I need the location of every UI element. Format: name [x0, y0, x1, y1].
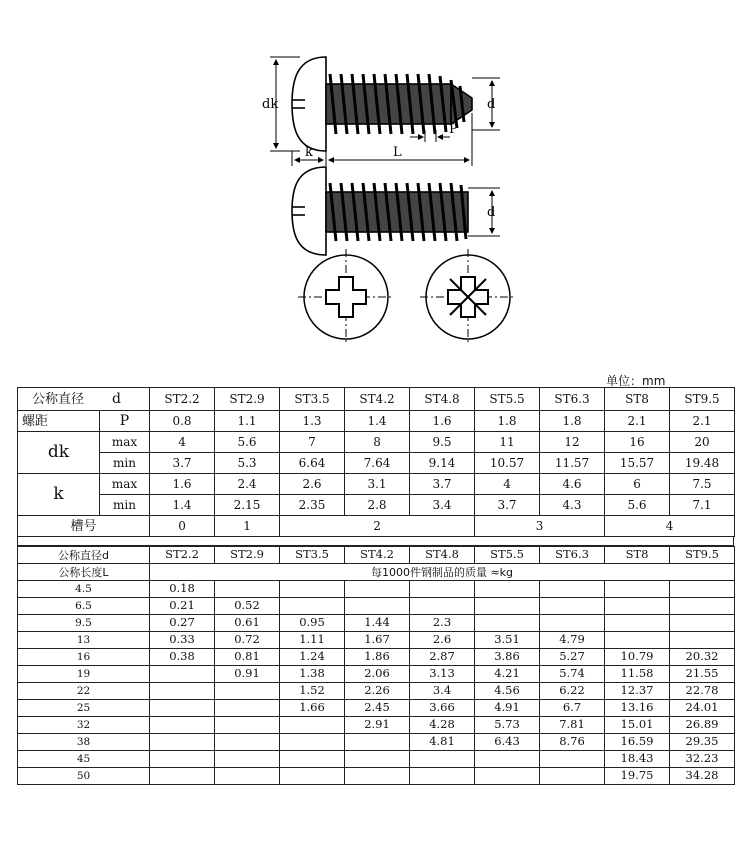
- table-cell: 6.64: [280, 453, 345, 474]
- mass-cell: [150, 683, 215, 700]
- table-cell: 11.57: [540, 453, 605, 474]
- mass-cell: 1.24: [280, 649, 345, 666]
- size-cell: ST9.5: [670, 388, 735, 411]
- length-cell: 22: [18, 683, 150, 700]
- table-cell: 2.6: [280, 474, 345, 495]
- table-cell: 10.57: [475, 453, 540, 474]
- size-cell: ST2.2: [150, 388, 215, 411]
- mass-cell: [475, 615, 540, 632]
- mass-cell: [215, 751, 280, 768]
- table-cell: 5.6: [605, 495, 670, 516]
- k-label: k: [305, 145, 313, 160]
- table-cell: 9.5: [410, 432, 475, 453]
- table-cell: 7.1: [670, 495, 735, 516]
- pitch-symbol: P: [100, 411, 150, 432]
- table-cell: 9.14: [410, 453, 475, 474]
- length-cell: 13: [18, 632, 150, 649]
- table-cell: 3.4: [410, 495, 475, 516]
- size-cell: ST2.9: [215, 547, 280, 564]
- nominal-length-l-header: 公称长度L: [18, 564, 150, 581]
- mass-cell: 4.91: [475, 700, 540, 717]
- mass-cell: 6.7: [540, 700, 605, 717]
- dk-min-row: [18, 453, 735, 474]
- slot-label: 槽号: [18, 516, 150, 537]
- size-cell: ST3.5: [280, 547, 345, 564]
- mass-cell: [280, 598, 345, 615]
- pitch-label: 螺距: [18, 411, 100, 432]
- mass-cell: [215, 700, 280, 717]
- mass-cell: 0.52: [215, 598, 280, 615]
- mass-cell: [540, 581, 605, 598]
- table-row: [18, 598, 735, 615]
- mass-cell: 11.58: [605, 666, 670, 683]
- pitch-row: [18, 411, 735, 432]
- table-cell: 0: [150, 516, 215, 537]
- mass-cell: 4.81: [410, 734, 475, 751]
- table-cell: 3.7: [150, 453, 215, 474]
- dk-row-label: dk: [18, 432, 100, 474]
- mass-cell: 0.33: [150, 632, 215, 649]
- mass-cell: [345, 768, 410, 785]
- table-cell: 16: [605, 432, 670, 453]
- mass-cell: 2.87: [410, 649, 475, 666]
- mass-cell: 18.43: [605, 751, 670, 768]
- table-cell: 0.8: [150, 411, 215, 432]
- mass-cell: 32.23: [670, 751, 735, 768]
- mass-cell: 3.51: [475, 632, 540, 649]
- mass-cell: 4.79: [540, 632, 605, 649]
- mass-cell: [475, 598, 540, 615]
- table-row: [18, 632, 735, 649]
- size-cell: ST2.9: [215, 388, 280, 411]
- mass-cell: 26.89: [670, 717, 735, 734]
- dimension-table: [17, 387, 735, 537]
- mass-cell: 10.79: [605, 649, 670, 666]
- mass-cell: [540, 598, 605, 615]
- length-cell: 25: [18, 700, 150, 717]
- mass-cell: 5.27: [540, 649, 605, 666]
- mass-cell: [345, 751, 410, 768]
- mass-cell: [540, 615, 605, 632]
- mass-cell: [410, 751, 475, 768]
- table-cell: 4: [475, 474, 540, 495]
- mass-cell: 6.22: [540, 683, 605, 700]
- mass-cell: 34.28: [670, 768, 735, 785]
- l-label: L: [393, 145, 402, 160]
- mass-cell: 13.16: [605, 700, 670, 717]
- table-cell: 1.6: [150, 474, 215, 495]
- mass-cell: 2.45: [345, 700, 410, 717]
- mass-cell: [215, 734, 280, 751]
- table-cell: 11: [475, 432, 540, 453]
- table-cell: 2.8: [345, 495, 410, 516]
- mass-cell: 4.28: [410, 717, 475, 734]
- mass-cell: [410, 768, 475, 785]
- mass-cell: 22.78: [670, 683, 735, 700]
- table-row: [18, 751, 735, 768]
- mass-cell: [475, 751, 540, 768]
- mass-cell: [215, 768, 280, 785]
- mass-cell: 0.38: [150, 649, 215, 666]
- mass-cell: [150, 666, 215, 683]
- mass-cell: [605, 632, 670, 649]
- size-cell: ST4.8: [410, 388, 475, 411]
- mass-caption-row: [18, 564, 735, 581]
- pozidriv-head-icon: [420, 249, 516, 345]
- table-row: [18, 734, 735, 751]
- mass-cell: 1.86: [345, 649, 410, 666]
- screw-diagram: [0, 0, 750, 372]
- length-cell: 9.5: [18, 615, 150, 632]
- mass-cell: [670, 632, 735, 649]
- min-label: min: [100, 495, 150, 516]
- mass-cell: [280, 734, 345, 751]
- mass-cell: [280, 768, 345, 785]
- table-row: [18, 700, 735, 717]
- mass-cell: [670, 581, 735, 598]
- size-cell: ST8: [605, 547, 670, 564]
- mass-cell: 1.44: [345, 615, 410, 632]
- table-cell: 1.4: [345, 411, 410, 432]
- mass-cell: [345, 581, 410, 598]
- mass-cell: [215, 683, 280, 700]
- mass-cell: [605, 615, 670, 632]
- mass-cell: 1.11: [280, 632, 345, 649]
- mass-cell: 8.76: [540, 734, 605, 751]
- mass-cell: [605, 598, 670, 615]
- table-cell: 3: [475, 516, 605, 537]
- mass-cell: [280, 581, 345, 598]
- mass-cell: 2.91: [345, 717, 410, 734]
- mass-cell: [280, 751, 345, 768]
- k-row-label: k: [18, 474, 100, 516]
- p-label: P: [449, 122, 458, 137]
- table-cell: 1: [215, 516, 280, 537]
- d-label-1: d: [487, 97, 496, 112]
- mass-cell: 16.59: [605, 734, 670, 751]
- mass-cell: 1.67: [345, 632, 410, 649]
- mass-cell: [215, 717, 280, 734]
- mass-cell: 20.32: [670, 649, 735, 666]
- size-cell: ST9.5: [670, 547, 735, 564]
- mass-cell: 12.37: [605, 683, 670, 700]
- dk-max-row: [18, 432, 735, 453]
- table-cell: 3.7: [410, 474, 475, 495]
- size-header-row: [18, 388, 735, 411]
- mass-cell: 6.43: [475, 734, 540, 751]
- max-label: max: [100, 432, 150, 453]
- table-cell: 3.7: [475, 495, 540, 516]
- length-cell: 45: [18, 751, 150, 768]
- mass-cell: [540, 768, 605, 785]
- mass-cell: 5.74: [540, 666, 605, 683]
- table-row: [18, 649, 735, 666]
- table-cell: 5.6: [215, 432, 280, 453]
- table-cell: 6: [605, 474, 670, 495]
- mass-table: [17, 546, 735, 785]
- table-cell: 1.1: [215, 411, 280, 432]
- table-cell: 4.6: [540, 474, 605, 495]
- size-cell: ST4.2: [345, 388, 410, 411]
- mass-cell: 2.06: [345, 666, 410, 683]
- mass-cell: [150, 717, 215, 734]
- slot-row: [18, 516, 735, 537]
- length-cell: 32: [18, 717, 150, 734]
- table-row: [18, 717, 735, 734]
- length-cell: 19: [18, 666, 150, 683]
- mass-cell: [670, 615, 735, 632]
- mass-cell: [540, 751, 605, 768]
- table-cell: 4: [605, 516, 735, 537]
- nominal-diameter-d-header: 公称直径d: [18, 547, 150, 564]
- size-cell: ST6.3: [540, 388, 605, 411]
- mass-cell: [345, 734, 410, 751]
- k-min-row: [18, 495, 735, 516]
- table-cell: 1.3: [280, 411, 345, 432]
- unit-label: 单位：mm: [606, 374, 666, 388]
- mass-cell: 0.91: [215, 666, 280, 683]
- table-separator: [17, 537, 734, 546]
- size-cell: ST5.5: [475, 388, 540, 411]
- table-cell: 2.1: [670, 411, 735, 432]
- mass-cell: [150, 734, 215, 751]
- mass-header-row: [18, 547, 735, 564]
- mass-cell: [605, 581, 670, 598]
- mass-cell: 3.13: [410, 666, 475, 683]
- size-cell: ST5.5: [475, 547, 540, 564]
- mass-cell: [475, 581, 540, 598]
- size-cell: ST4.8: [410, 547, 475, 564]
- mass-cell: [410, 581, 475, 598]
- mass-cell: 24.01: [670, 700, 735, 717]
- mass-caption: 每1000件钢制品的质量 ≈kg: [150, 564, 735, 581]
- table-cell: 2.35: [280, 495, 345, 516]
- phillips-head-icon: [298, 249, 394, 345]
- length-cell: 50: [18, 768, 150, 785]
- mass-cell: 0.18: [150, 581, 215, 598]
- mass-cell: 4.56: [475, 683, 540, 700]
- table-cell: 2.4: [215, 474, 280, 495]
- length-cell: 4.5: [18, 581, 150, 598]
- size-cell: ST8: [605, 388, 670, 411]
- mass-cell: [150, 751, 215, 768]
- mass-cell: 3.66: [410, 700, 475, 717]
- mass-cell: 0.95: [280, 615, 345, 632]
- table-cell: 2: [280, 516, 475, 537]
- size-cell: ST6.3: [540, 547, 605, 564]
- size-cell: ST2.2: [150, 547, 215, 564]
- table-cell: 7.64: [345, 453, 410, 474]
- mass-cell: [150, 700, 215, 717]
- mass-cell: 0.27: [150, 615, 215, 632]
- table-cell: 1.6: [410, 411, 475, 432]
- table-row: [18, 666, 735, 683]
- size-cell: ST4.2: [345, 547, 410, 564]
- table-cell: 15.57: [605, 453, 670, 474]
- table-cell: 4: [150, 432, 215, 453]
- mass-cell: 21.55: [670, 666, 735, 683]
- mass-cell: 3.86: [475, 649, 540, 666]
- table-cell: 1.8: [475, 411, 540, 432]
- table-cell: 4.3: [540, 495, 605, 516]
- mass-cell: [410, 598, 475, 615]
- table-cell: 20: [670, 432, 735, 453]
- table-cell: 3.1: [345, 474, 410, 495]
- mass-cell: 1.66: [280, 700, 345, 717]
- mass-cell: 2.26: [345, 683, 410, 700]
- mass-cell: 1.38: [280, 666, 345, 683]
- length-cell: 16: [18, 649, 150, 666]
- d-label-2: d: [487, 205, 496, 220]
- table-cell: 12: [540, 432, 605, 453]
- size-cell: ST3.5: [280, 388, 345, 411]
- table-cell: 7.5: [670, 474, 735, 495]
- dk-label: dk: [262, 97, 279, 112]
- table-cell: 1.8: [540, 411, 605, 432]
- mass-cell: 4.21: [475, 666, 540, 683]
- mass-cell: 29.35: [670, 734, 735, 751]
- table-cell: 2.1: [605, 411, 670, 432]
- table-row: [18, 683, 735, 700]
- mass-cell: [150, 768, 215, 785]
- table-row: [18, 768, 735, 785]
- length-cell: 6.5: [18, 598, 150, 615]
- length-cell: 38: [18, 734, 150, 751]
- k-max-row: [18, 474, 735, 495]
- table-row: [18, 581, 735, 598]
- mass-cell: [475, 768, 540, 785]
- table-cell: 1.4: [150, 495, 215, 516]
- table-row: [18, 615, 735, 632]
- max-label: max: [100, 474, 150, 495]
- mass-cell: 0.72: [215, 632, 280, 649]
- mass-cell: [280, 717, 345, 734]
- mass-cell: 5.73: [475, 717, 540, 734]
- table-cell: 7: [280, 432, 345, 453]
- mass-cell: [670, 598, 735, 615]
- mass-cell: 3.4: [410, 683, 475, 700]
- mass-cell: 2.6: [410, 632, 475, 649]
- mass-cell: 0.61: [215, 615, 280, 632]
- mass-cell: [345, 598, 410, 615]
- mass-cell: 1.52: [280, 683, 345, 700]
- table-cell: 5.3: [215, 453, 280, 474]
- mass-cell: [215, 581, 280, 598]
- table-cell: 8: [345, 432, 410, 453]
- mass-cell: 7.81: [540, 717, 605, 734]
- nominal-diameter-header: 公称直径 d: [18, 388, 150, 411]
- table-cell: 19.48: [670, 453, 735, 474]
- mass-cell: 2.3: [410, 615, 475, 632]
- mass-cell: 15.01: [605, 717, 670, 734]
- mass-cell: 0.21: [150, 598, 215, 615]
- min-label: min: [100, 453, 150, 474]
- table-cell: 2.15: [215, 495, 280, 516]
- mass-cell: 0.81: [215, 649, 280, 666]
- mass-cell: 19.75: [605, 768, 670, 785]
